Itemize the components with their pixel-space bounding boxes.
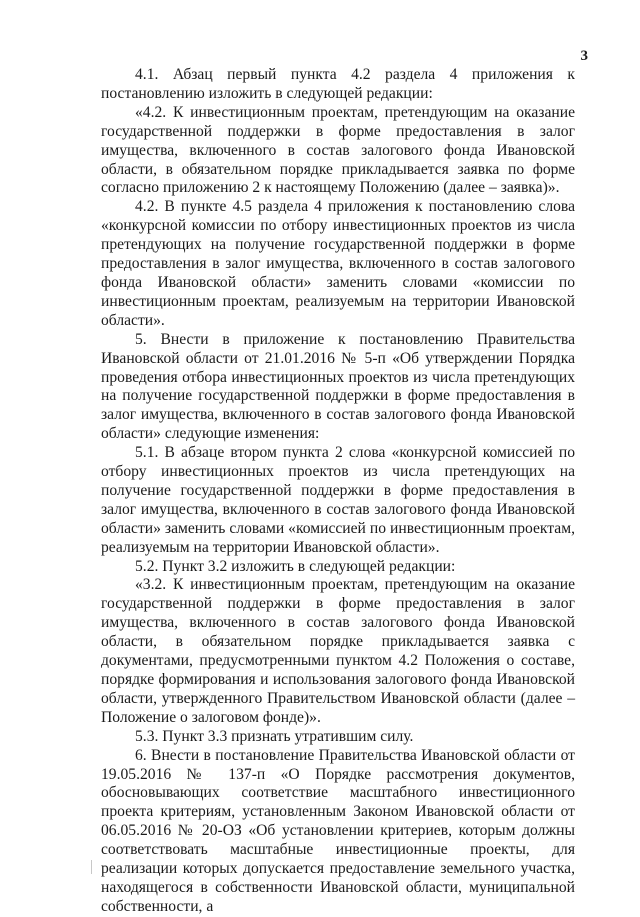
paragraph-4-2-quote: «4.2. К инвестиционным проектам, претендующим на оказание государственной поддержки в форме предоставления в залог имущества, включенного в состав залогового фонда Ивановской области, в обязательном порядке прикладывается заявка по форме согласно приложению 2 к настоящему Положению (далее – заявка)».	[101, 103, 575, 197]
paragraph-5-1: 5.1. В абзаце втором пункта 2 слова «конкурсной комиссией по отбору инвестиционных проектов из числа претендующих на получение государственной поддержки в форме предоставления в залог имущества, включенного в состав залогового фонда Ивановской области» заменить словами «комиссией по инвестиционным проектам, реализуемым на территории Ивановской области».	[101, 444, 575, 556]
paragraph-6: 6. Внести в постановление Правительства Ивановской области от 19.05.2016 № 137-п «О Порядке рассмотрения документов, обосновывающих соответствие масштабного инвестиционного проекта критериям, установленным Законом Ивановской области от 06.05.2016 № 20-ОЗ «Об установлении критериев, которым должны соответствовать масштабные инвестиционные проекты, для реализации которых допускается предоставление земельного участка, находящегося в собственности Ивановской области, муниципальной собственности, а	[101, 746, 575, 915]
page-number: 3	[580, 48, 588, 64]
paragraph-3-2-quote: «3.2. К инвестиционным проектам, претендующим на оказание государственной поддержки в форме предоставления в залог имущества, включенного в состав залогового фонда Ивановской области, в обязательном порядке прикладывается заявка с документами, предусмотренными пунктом 4.2 Положения о составе, порядке формирования и использования залогового фонда Ивановской области, утвержденного Правительством Ивановской области (далее – Положение о залоговом фонде)».	[101, 576, 575, 726]
document-body	[101, 66, 575, 917]
scan-edge-mark	[91, 860, 92, 874]
paragraph-5: 5. Внести в приложение к постановлению Правительства Ивановской области от 21.01.2016 № 5-п «Об утверждении Порядка проведения отбора инвестиционных проектов из числа претендующих на получение государственной поддержки в форме предоставления в залог имущества, включенного в состав залогового фонда Ивановской области» следующие изменения:	[101, 330, 575, 443]
paragraph-4-1: 4.1. Абзац первый пункта 4.2 раздела 4 приложения к постановлению изложить в следующей редакции:	[101, 66, 575, 102]
paragraph-5-3: 5.3. Пункт 3.3 признать утратившим силу.	[135, 727, 414, 745]
paragraph-5-2: 5.2. Пункт 3.2 изложить в следующей редакции:	[135, 557, 456, 575]
paragraph-4-2: 4.2. В пункте 4.5 раздела 4 приложения к постановлению слова «конкурсной комиссии по отбору инвестиционных проектов из числа претендующих на получение государственной поддержки в форме предоставления в залог имущества, включенного в состав залогового фонда Ивановской области» заменить словами «комиссии по инвестиционным проектам, реализуемым на территории Ивановской области».	[101, 198, 575, 329]
